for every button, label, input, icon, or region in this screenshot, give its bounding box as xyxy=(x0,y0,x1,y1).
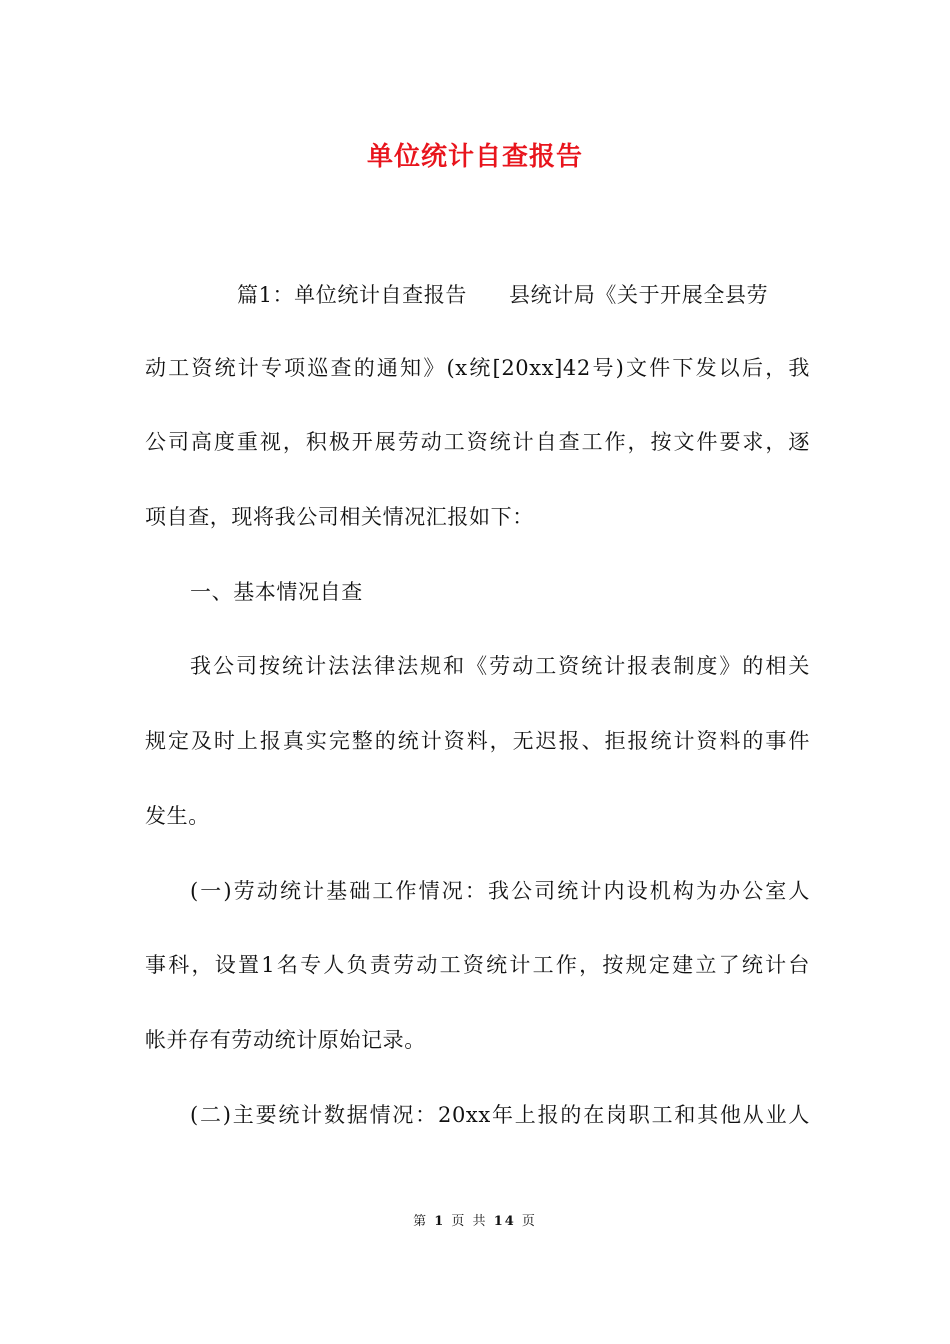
paragraph-line: 发生。 xyxy=(145,804,210,828)
paragraph-line: 公司高度重视，积极开展劳动工资统计自查工作，按文件要求，逐 xyxy=(145,430,810,454)
footer-middle: 页 共 xyxy=(451,1214,488,1229)
paragraph-line: 动工资统计专项巡查的通知》(x统[20xx]42号)文件下发以后，我 xyxy=(145,356,810,380)
page-footer xyxy=(0,1210,950,1229)
paragraph-line xyxy=(237,280,810,310)
footer-prefix: 第 xyxy=(413,1214,429,1229)
section-heading-inline: 篇1：单位统计自查报告 xyxy=(237,283,467,307)
paragraph-line: 帐并存有劳动统计原始记录。 xyxy=(145,1028,426,1052)
paragraph-line: (一)劳动统计基础工作情况：我公司统计内设机构为办公室人 xyxy=(190,879,810,903)
intro-text: 县统计局《关于开展全县劳 xyxy=(508,283,769,307)
paragraph-line: 事科，设置1名专人负责劳动工资统计工作，按规定建立了统计台 xyxy=(145,953,810,977)
paragraph-line: 规定及时上报真实完整的统计资料，无迟报、拒报统计资料的事件 xyxy=(145,729,810,753)
document-title: 单位统计自查报告 xyxy=(366,142,583,172)
section-heading: 一、基本情况自查 xyxy=(190,580,363,604)
paragraph-line: 项自查，现将我公司相关情况汇报如下： xyxy=(145,505,534,529)
total-pages-number: 14 xyxy=(493,1214,516,1229)
paragraph-line: (二)主要统计数据情况：20xx年上报的在岗职工和其他从业人 xyxy=(190,1103,810,1127)
footer-suffix: 页 xyxy=(521,1214,537,1229)
paragraph-line: 我公司按统计法法律法规和《劳动工资统计报表制度》的相关 xyxy=(190,654,810,678)
current-page-number: 1 xyxy=(434,1214,446,1229)
